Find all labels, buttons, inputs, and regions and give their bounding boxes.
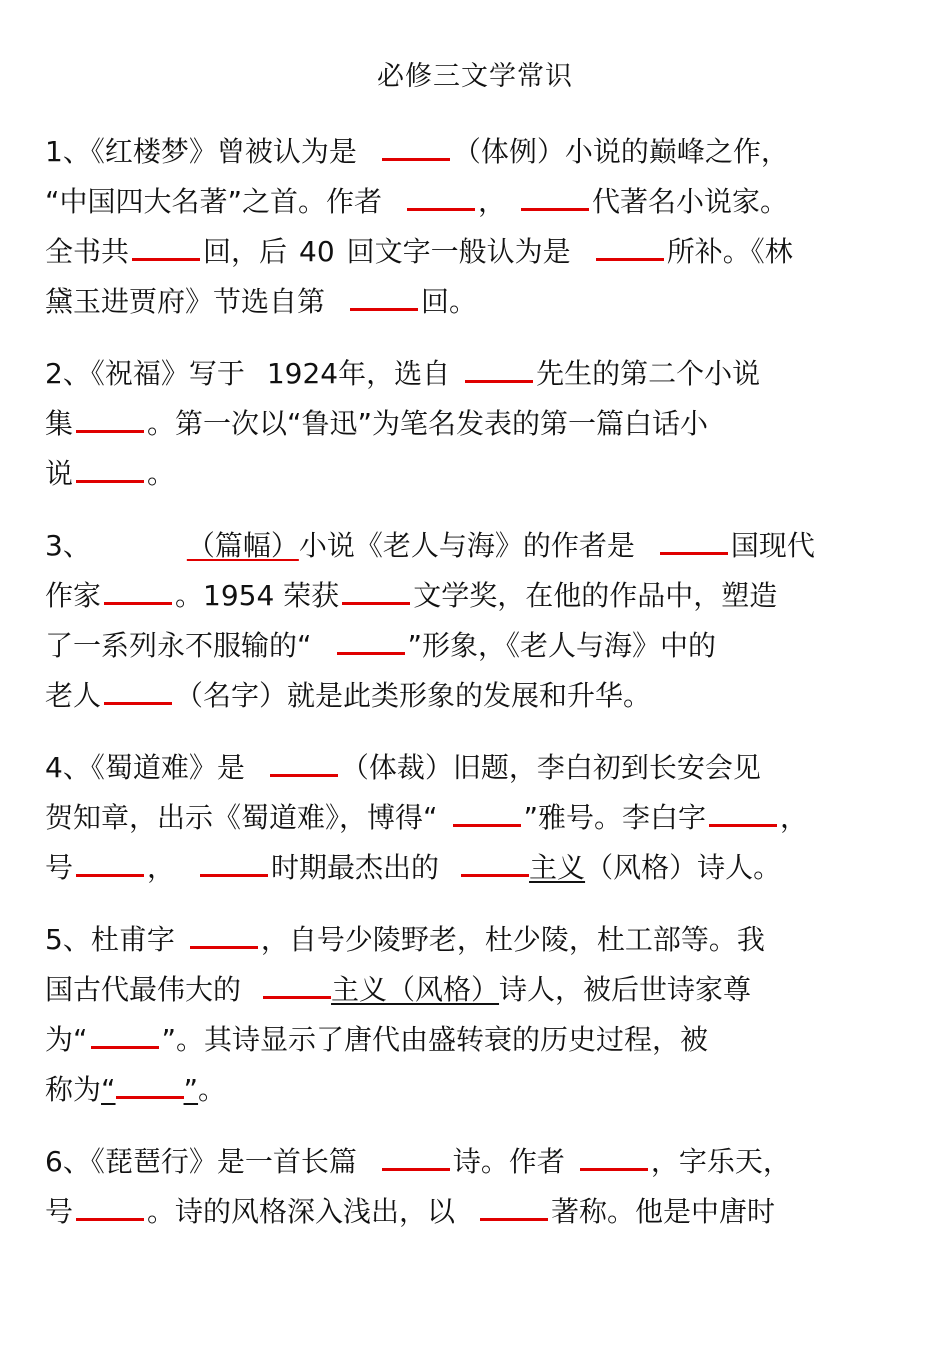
q1-text: 代著名小说家。 — [592, 185, 789, 218]
q2-blank-collection[interactable] — [76, 400, 144, 433]
q5-line-4 — [45, 1066, 226, 1108]
q2-text: 先生的第二个小说 — [536, 357, 761, 390]
q3-blank-image[interactable] — [337, 622, 405, 655]
q6-blank-genre[interactable] — [382, 1138, 450, 1171]
q5-blank-style[interactable] — [263, 966, 331, 999]
q1-text: （体例）小说的巅峰之作， — [452, 135, 789, 168]
q5-line-3 — [45, 1016, 708, 1058]
q3-blank-prize[interactable] — [342, 572, 410, 605]
q4-blank-courtesy-name[interactable] — [709, 794, 777, 827]
q3-text: 了一系列永不服输的“ — [45, 629, 312, 662]
q5-text: ” — [183, 1073, 199, 1106]
q4-blank-nickname[interactable] — [453, 794, 521, 827]
q4-text: （体裁）旧题，李白初到长安会见 — [340, 751, 761, 784]
q6-blank-known-for[interactable] — [480, 1188, 548, 1221]
q3-text: 文学奖，在他的作品中，塑造 — [413, 579, 778, 612]
q5-text: ”。其诗显示了唐代由盛转衰的历史过程，被 — [161, 1023, 709, 1056]
q3-blank-length[interactable] — [91, 525, 187, 555]
q5-text: 5、杜甫字 — [45, 923, 175, 956]
q4-line-3 — [45, 844, 781, 886]
q6-text: 。诗的风格深入浅出，以 — [147, 1195, 456, 1228]
q1-text: 所补。《林 — [666, 235, 793, 268]
q4-line-1 — [45, 744, 761, 786]
q3-text: ”形象，《老人与海》中的 — [407, 629, 717, 662]
q4-text: ， — [147, 851, 176, 884]
q2-line-3 — [45, 450, 175, 492]
q3-text: 老人 — [45, 679, 102, 712]
q4-text: 主义 — [529, 851, 586, 884]
q6-blank-author[interactable] — [580, 1138, 648, 1171]
q3-blank-name[interactable] — [104, 672, 172, 705]
q1-line-1 — [45, 128, 789, 170]
q6-text: 诗。作者 — [452, 1145, 565, 1178]
q6-blank-alias[interactable] — [76, 1188, 144, 1221]
page-title: 必修三文学常识 — [377, 61, 573, 92]
q5-text: ，自号少陵野老，杜少陵，杜工部等。我 — [260, 923, 765, 956]
q1-text: 全书共 — [45, 235, 130, 268]
q4-text: 贺知章，出示《蜀道难》，博得“ — [45, 801, 438, 834]
q3-text: （名字）就是此类形象的发展和升华。 — [175, 679, 652, 712]
q5-line-1 — [45, 916, 765, 958]
q6-text: 6、《琵琶行》是一首长篇 — [45, 1145, 357, 1178]
q1-line-4 — [45, 278, 477, 320]
q4-text: （风格）诗人。 — [585, 851, 782, 884]
q5-text: 称为 — [45, 1073, 102, 1106]
q3-text: （篇幅） — [186, 529, 299, 562]
q1-text: ， — [478, 185, 507, 218]
q5-blank-courtesy-name[interactable] — [190, 916, 258, 949]
q3-line-4 — [45, 672, 651, 714]
q5-text: 为“ — [45, 1023, 88, 1056]
q3-text: 作家 — [45, 579, 102, 612]
q4-blank-style[interactable] — [461, 844, 529, 877]
q2-text: 2、《祝福》写于 — [45, 357, 245, 390]
q6-line-1 — [45, 1138, 791, 1180]
q4-blank-form[interactable] — [270, 744, 338, 777]
q1-blank-chapter-no[interactable] — [350, 278, 418, 311]
q1-blank-chapters[interactable] — [132, 228, 200, 261]
q1-text: 回。 — [421, 285, 478, 318]
q3-line-2 — [45, 572, 777, 614]
q4-line-2 — [45, 794, 808, 836]
q5-text: 。 — [198, 1073, 227, 1106]
q1-line-3 — [45, 228, 793, 270]
q5-line-2 — [45, 966, 751, 1008]
q2-text: 集 — [45, 407, 74, 440]
q1-text: 回，后 — [203, 235, 288, 268]
q4-blank-alias[interactable] — [76, 844, 144, 877]
q5-text: “ — [101, 1073, 116, 1106]
q4-text: 号 — [45, 851, 74, 884]
q6-text: ，字乐天， — [650, 1145, 791, 1178]
q4-blank-era[interactable] — [200, 844, 268, 877]
q2-blank-author[interactable] — [465, 350, 533, 383]
q1-blank-dynasty[interactable] — [521, 178, 589, 211]
q6-line-2 — [45, 1188, 775, 1230]
q4-text: 时期最杰出的 — [271, 851, 440, 884]
q4-text: ”雅号。李白字 — [523, 801, 707, 834]
q5-blank-epithet[interactable] — [116, 1066, 184, 1099]
q1-blank-continuer[interactable] — [596, 228, 664, 261]
q2-line-1 — [45, 350, 760, 392]
q6-text: 著称。他是中唐时 — [551, 1195, 776, 1228]
q6-text: 号 — [45, 1195, 74, 1228]
q2-text: 1924 — [266, 357, 339, 390]
q5-text: 国古代最伟大的 — [45, 973, 242, 1006]
q3-text: 小说《老人与海》的作者是 — [298, 529, 635, 562]
q5-text: 主义（风格） — [331, 973, 500, 1006]
q1-line-2 — [45, 178, 788, 220]
q4-text: 4、《蜀道难》是 — [45, 751, 245, 784]
q1-text: 黛玉进贾府》节选自第 — [45, 285, 326, 318]
q4-text: ， — [780, 801, 809, 834]
q1-text: 回文字一般认为是 — [346, 235, 571, 268]
q3-blank-country[interactable] — [660, 522, 728, 555]
q3-text: 。1954 荣获 — [175, 579, 340, 612]
q2-text: 。 — [147, 457, 176, 490]
q3-blank-author[interactable] — [104, 572, 172, 605]
q5-blank-title[interactable] — [91, 1016, 159, 1049]
q1-text: 1、《红楼梦》曾被认为是 — [45, 135, 357, 168]
q2-line-2 — [45, 400, 708, 442]
q2-text: 说 — [45, 457, 74, 490]
q3-line-1 — [45, 522, 815, 564]
q3-line-3 — [45, 622, 716, 664]
q1-text: 40 — [299, 235, 335, 268]
q5-text: 诗人，被后世诗家尊 — [499, 973, 752, 1006]
q3-text: 3、 — [45, 529, 91, 562]
q2-text: 。第一次以“鲁迅”为笔名发表的第一篇白话小 — [147, 407, 709, 440]
q2-blank-first-story[interactable] — [76, 450, 144, 483]
q1-blank-genre[interactable] — [382, 128, 450, 161]
q1-blank-author[interactable] — [407, 178, 475, 211]
q3-text: 国现代 — [730, 529, 815, 562]
q1-text: “中国四大名著”之首。作者 — [45, 185, 383, 218]
q2-text: 年，选自 — [338, 357, 451, 390]
